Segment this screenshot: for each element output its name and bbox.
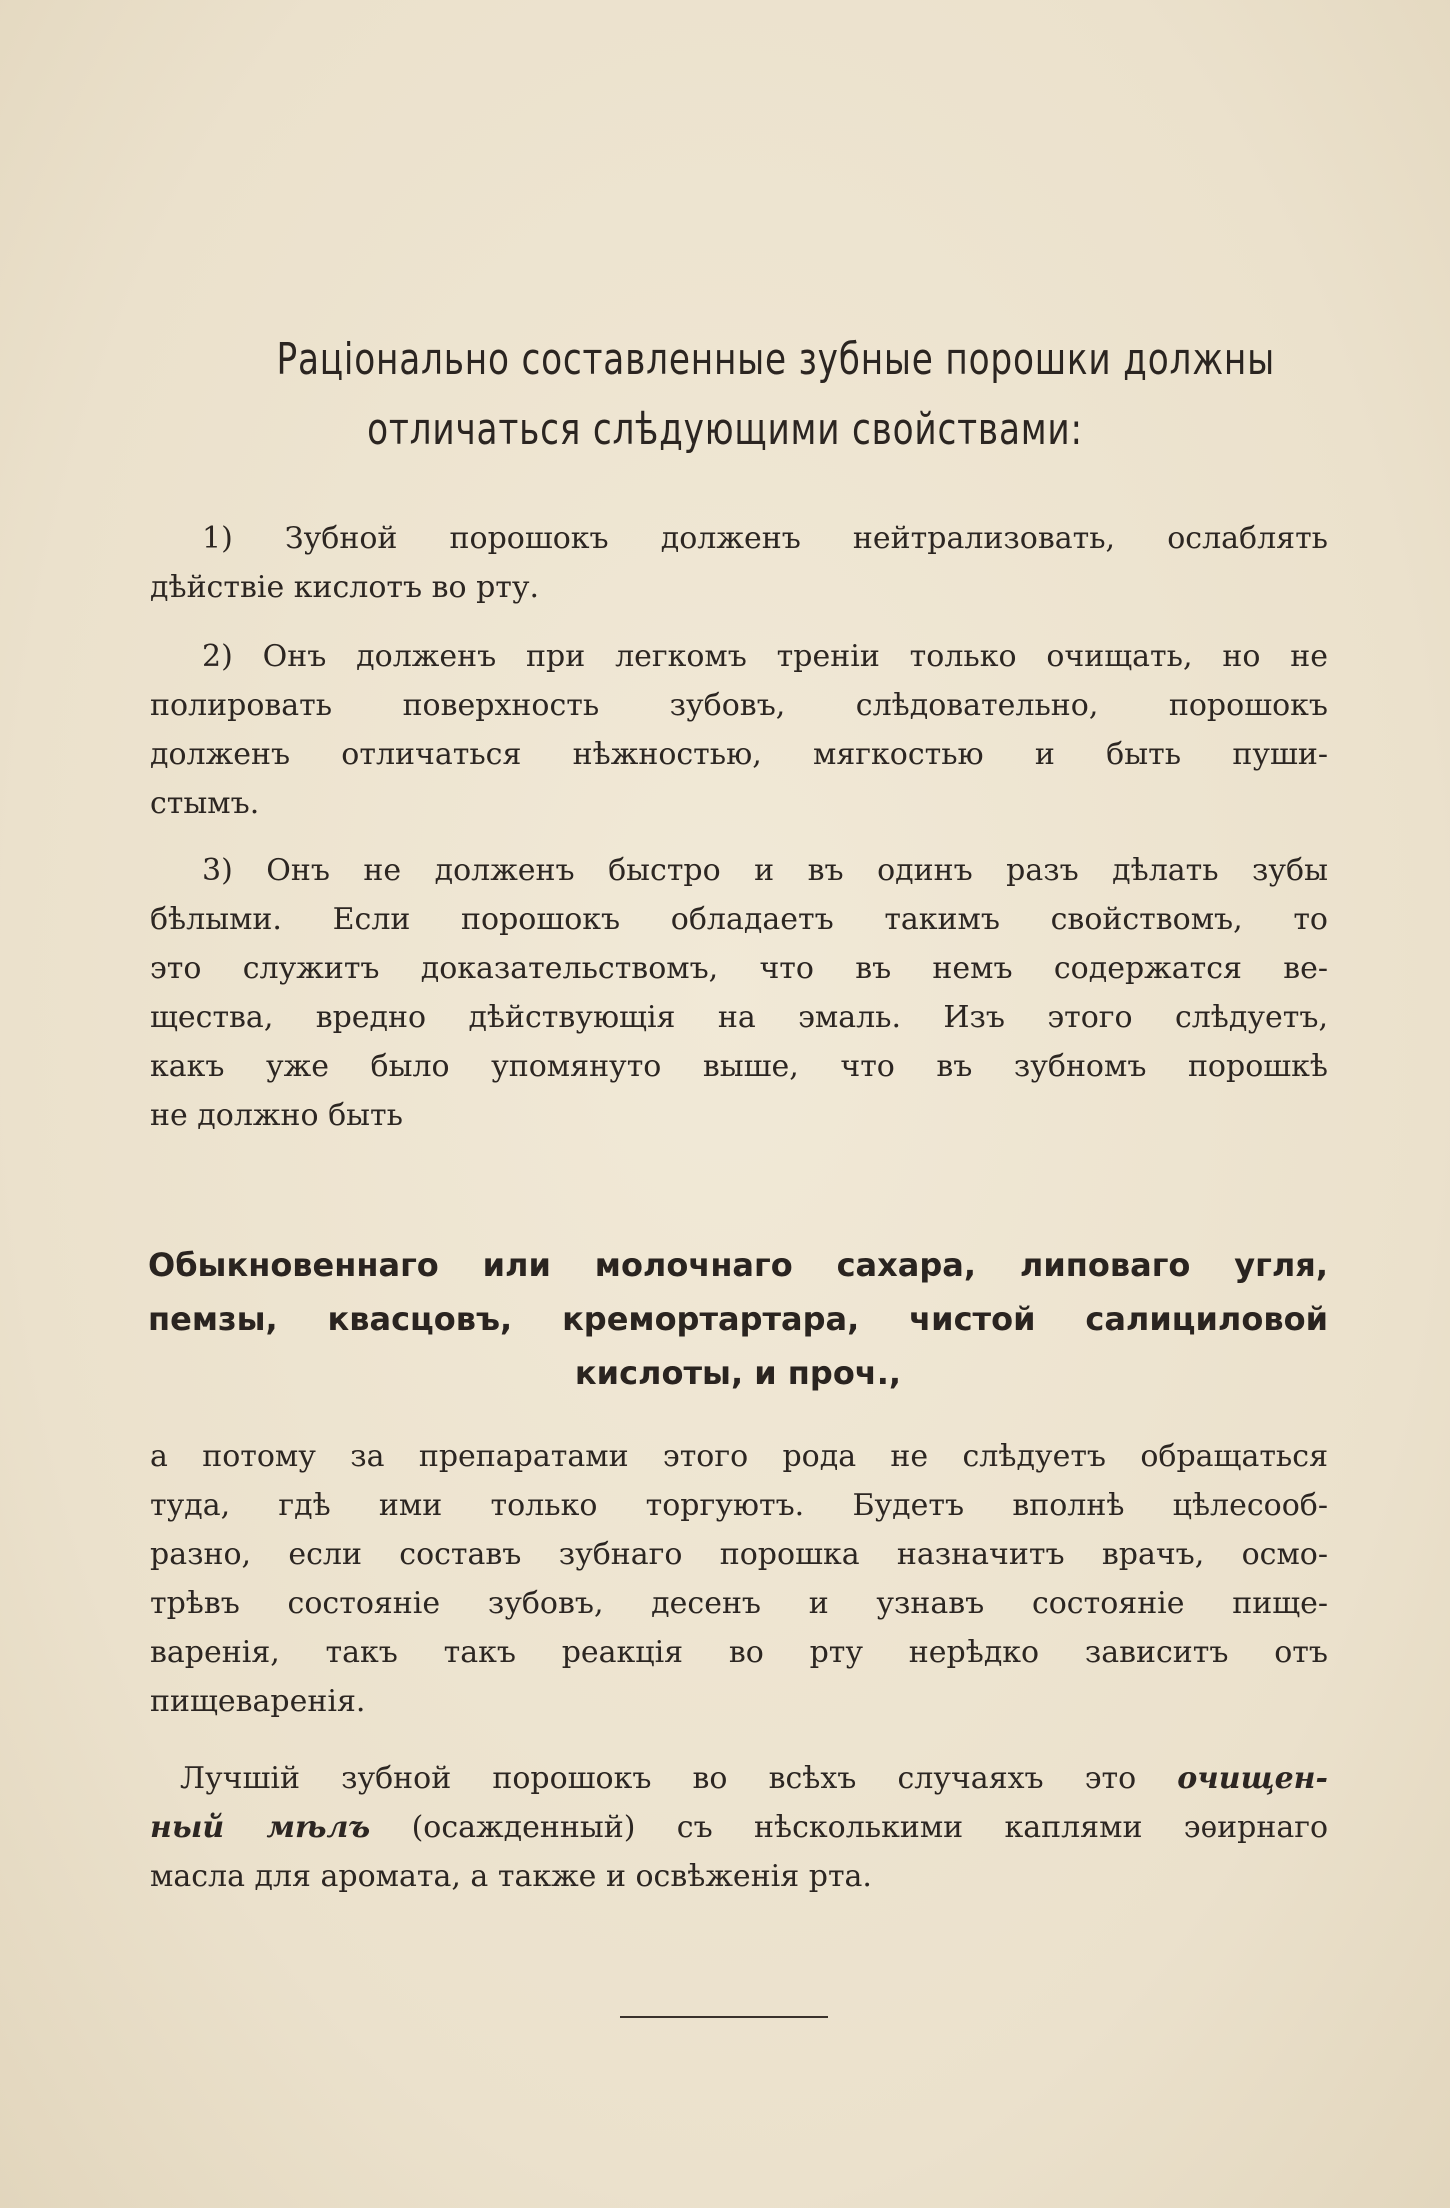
text-line: масла для аромата, а также и освѣженія рта. [150,1859,872,1894]
text-line: не должно быть [150,1098,403,1133]
heading-line-1: Раціонально составленные зубные порошки должны [276,334,1275,385]
text-line: пищеваренія. [150,1684,366,1719]
text-line: 3) Онъ не долженъ быстро и въ одинъ разъ дѣлать зубы [202,853,1328,888]
section-heading [276,325,1275,465]
paragraph-3 [150,846,1328,1140]
paragraph-2 [150,632,1328,828]
paragraph-4 [150,1432,1328,1726]
text-line: бѣлыми. Если порошокъ обладаетъ такимъ свойствомъ, то [150,902,1328,937]
text-line: разно, если составъ зубнаго порошка назначитъ врачъ, осмо- [150,1537,1328,1572]
text-line: 2) Онъ долженъ при легкомъ треніи только очищать, но не [202,639,1328,674]
bold-line: кислоты, и проч., [574,1354,902,1392]
text-fragment: (осажденный) съ нѣсколькими каплями эѳирнаго [411,1810,1329,1845]
text-line: 1) Зубной порошокъ долженъ нейтрализовать, ослаблять [202,521,1328,556]
text-line [150,1803,1328,1852]
bold-line: пемзы, квасцовъ, кремортартара, чистой салициловой [148,1300,1328,1338]
text-line: а потому за препаратами этого рода не слѣдуетъ обращаться [150,1439,1328,1474]
text-line: это служитъ доказательствомъ, что въ немъ содержатся ве- [150,951,1328,986]
text-line: трѣвъ состояніе зубовъ, десенъ и узнавъ состояніе пище- [150,1586,1328,1621]
bold-line: Обыкновеннаго или молочнаго сахара, липоваго угля, [148,1246,1328,1284]
text-fragment: Лучшій зубной порошокъ во всѣхъ случаяхъ это [180,1761,1137,1796]
text-line: щества, вредно дѣйствующія на эмаль. Изъ этого слѣдуетъ, [150,1000,1328,1035]
text-line: стымъ. [150,786,260,821]
text-line: какъ уже было упомянуто выше, что въ зубномъ порошкѣ [150,1049,1328,1084]
text-line [150,1754,1328,1803]
bold-ingredient-list [148,1238,1328,1400]
section-divider [620,2016,828,2018]
text-line: туда, гдѣ ими только торгуютъ. Будетъ вполнѣ цѣлесооб- [150,1488,1328,1523]
text-line: полировать поверхность зубовъ, слѣдовательно, порошокъ [150,688,1328,723]
text-line: долженъ отличаться нѣжностью, мягкостью и быть пуши- [150,737,1328,772]
italic-emphasis: очищен- [1177,1761,1328,1796]
text-line: дѣйствіе кислотъ во рту. [150,570,540,605]
paragraph-5 [150,1754,1328,1901]
italic-emphasis: ный мѣлъ [150,1810,371,1845]
paragraph-1 [150,514,1328,612]
heading-line-2: отличаться слѣдующими свойствами: [367,404,1083,455]
text-line: варенія, такъ такъ реакція во рту нерѣдко зависитъ отъ [150,1635,1328,1670]
